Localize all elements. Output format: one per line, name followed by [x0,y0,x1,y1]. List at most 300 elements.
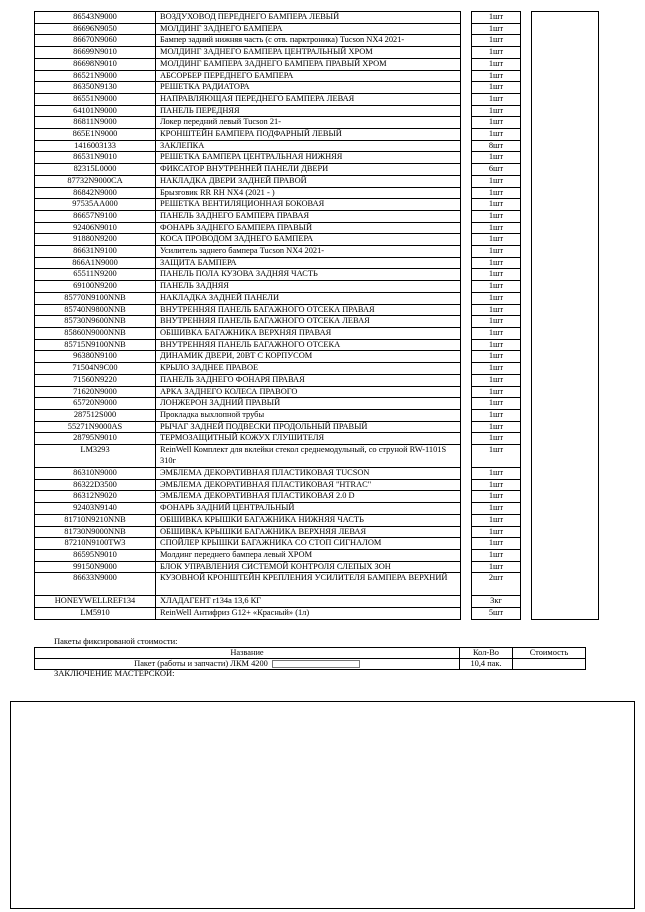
row-gap [461,409,472,421]
part-name: ОБШИВКА КРЫШКИ БАГАЖНИКА ВЕРХНЯЯ ЛЕВАЯ [156,526,461,538]
row-gap [461,292,472,304]
status-cell [532,339,599,351]
row-gap [461,304,472,316]
row-gap [521,47,532,59]
part-qty: 6шт [472,164,521,176]
row-gap [461,117,472,129]
part-row [35,573,599,596]
part-row [35,445,599,468]
part-code: 86312N9020 [35,491,156,503]
part-name: МОЛДИНГ БАМПЕРА ЗАДНЕГО БАМПЕРА ПРАВЫЙ ХРОМ [156,58,461,70]
row-gap [521,199,532,211]
part-qty: 1шт [472,503,521,515]
part-name: ФОНАРЬ ЗАДНЕГО БАМПЕРА ПРАВЫЙ [156,222,461,234]
part-qty: 1шт [472,561,521,573]
part-name: ПАНЕЛЬ ЗАДНЯЯ [156,281,461,293]
row-gap [461,514,472,526]
part-name: ДИНАМИК ДВЕРИ, 20ВТ С КОРПУСОМ [156,351,461,363]
row-gap [521,12,532,24]
part-name: ПАНЕЛЬ ЗАДНЕГО БАМПЕРА ПРАВАЯ [156,210,461,222]
part-row [35,35,599,47]
row-gap [461,421,472,433]
part-code: 99150N9000 [35,561,156,573]
row-gap [461,210,472,222]
row-gap [461,573,472,596]
status-cell [532,596,599,608]
part-code: 86310N9000 [35,468,156,480]
row-gap [461,433,472,445]
row-gap [461,246,472,258]
row-gap [461,129,472,141]
part-name: ФОНАРЬ ЗАДНИЙ ЦЕНТРАЛЬНЫЙ [156,503,461,515]
part-name: РЕШЕТКА РАДИАТОРА [156,82,461,94]
row-gap [461,70,472,82]
header-name: Название [35,648,460,659]
part-name: ВОЗДУХОВОД ПЕРЕДНЕГО БАМПЕРА ЛЕВЫЙ [156,12,461,24]
part-code: 86631N9100 [35,246,156,258]
row-gap [521,140,532,152]
row-gap [521,316,532,328]
part-row [35,117,599,129]
part-name: Локер передний левый Tucson 21- [156,117,461,129]
row-gap [521,58,532,70]
part-qty: 1шт [472,327,521,339]
part-name: КУЗОВНОЙ КРОНШТЕЙН КРЕПЛЕНИЯ УСИЛИТЕЛЯ БАМПЕРА ВЕРХНИЙ [156,573,461,596]
part-name: РЫЧАГ ЗАДНЕЙ ПОДВЕСКИ ПРОДОЛЬНЫЙ ПРАВЫЙ [156,421,461,433]
status-cell [532,363,599,375]
part-code: 69100N9200 [35,281,156,293]
part-name: БЛОК УПРАВЛЕНИЯ СИСТЕМОЙ КОНТРОЛЯ СЛЕПЫХ ЗОН [156,561,461,573]
part-row [35,281,599,293]
row-gap [461,140,472,152]
part-name: НАКЛАДКА ЗАДНЕЙ ПАНЕЛИ [156,292,461,304]
status-cell [532,222,599,234]
row-gap [521,93,532,105]
part-name: НАКЛАДКА ДВЕРИ ЗАДНЕЙ ПРАВОЙ [156,175,461,187]
row-gap [461,316,472,328]
part-row [35,363,599,375]
part-qty: 5шт [472,608,521,620]
status-cell [532,398,599,410]
part-qty: 1шт [472,374,521,386]
row-gap [461,105,472,117]
status-cell [532,549,599,561]
part-qty: 1шт [472,58,521,70]
status-cell [532,514,599,526]
row-gap [521,175,532,187]
part-qty: 1шт [472,538,521,550]
status-cell [532,140,599,152]
part-code: 55271N9000AS [35,421,156,433]
part-code: 71560N9220 [35,374,156,386]
row-gap [521,398,532,410]
row-gap [521,105,532,117]
part-row [35,351,599,363]
part-name: СПОЙЛЕР КРЫШКИ БАГАЖНИКА СО СТОП СИГНАЛОМ [156,538,461,550]
part-row [35,503,599,515]
status-cell [532,210,599,222]
status-cell [532,152,599,164]
part-code: 86670N9060 [35,35,156,47]
part-qty: 1шт [472,246,521,258]
part-qty: 1шт [472,47,521,59]
part-row [35,246,599,258]
status-cell [532,58,599,70]
part-row [35,339,599,351]
row-gap [521,445,532,468]
packages-table [34,647,586,670]
row-gap [521,573,532,596]
part-name: ВНУТРЕННЯЯ ПАНЕЛЬ БАГАЖНОГО ОТСЕКА [156,339,461,351]
status-cell [532,117,599,129]
header-qty: Кол-Во [460,648,513,659]
status-cell [532,445,599,468]
part-row [35,479,599,491]
part-code: 85770N9100NNB [35,292,156,304]
row-gap [461,561,472,573]
part-row [35,58,599,70]
part-code: 86842N9000 [35,187,156,199]
row-gap [521,23,532,35]
part-row [35,257,599,269]
row-gap [461,58,472,70]
part-code: 87732N9000CA [35,175,156,187]
part-name: ОБШИВКА БАГАЖНИКА ВЕРХНЯЯ ПРАВАЯ [156,327,461,339]
part-code: 64101N9000 [35,105,156,117]
part-code: 85860N9000NNB [35,327,156,339]
part-qty: 1шт [472,187,521,199]
packages-header-row [35,648,586,659]
status-cell [532,526,599,538]
status-cell [532,281,599,293]
row-gap [521,374,532,386]
part-qty: 1шт [472,351,521,363]
row-gap [521,479,532,491]
part-qty: 2шт [472,573,521,596]
row-gap [521,327,532,339]
part-code: 96380N9100 [35,351,156,363]
part-row [35,468,599,480]
part-code: 85715N9100NNB [35,339,156,351]
part-qty: 1шт [472,468,521,480]
part-row [35,421,599,433]
row-gap [461,175,472,187]
part-code: 86633N9000 [35,573,156,596]
part-row [35,187,599,199]
part-row [35,140,599,152]
status-cell [532,433,599,445]
part-qty: 1шт [472,152,521,164]
row-gap [521,117,532,129]
row-gap [461,327,472,339]
part-code: 865E1N9000 [35,129,156,141]
part-code: HONEYWELLREF134 [35,596,156,608]
status-cell [532,23,599,35]
row-gap [461,93,472,105]
part-row [35,374,599,386]
row-gap [521,82,532,94]
parts-table [34,11,580,620]
part-code: 86698N9010 [35,58,156,70]
part-name: КРЫЛО ЗАДНЕЕ ПРАВОЕ [156,363,461,375]
part-qty: 1шт [472,386,521,398]
part-name: КРОНШТЕЙН БАМПЕРА ПОДФАРНЫЙ ЛЕВЫЙ [156,129,461,141]
part-name: ЛОНЖЕРОН ЗАДНИЙ ПРАВЫЙ [156,398,461,410]
part-name: РЕШЕТКА ВЕНТИЛЯЦИОННАЯ БОКОВАЯ [156,199,461,211]
row-gap [521,292,532,304]
status-cell [532,304,599,316]
part-code: 866A1N9000 [35,257,156,269]
part-row [35,433,599,445]
part-row [35,526,599,538]
part-qty: 3кг [472,596,521,608]
part-qty: 1шт [472,491,521,503]
status-cell [532,327,599,339]
row-gap [461,491,472,503]
part-code: 71620N9000 [35,386,156,398]
part-name: Молдинг переднего бампера левый ХРОМ [156,549,461,561]
row-gap [461,538,472,550]
part-qty: 1шт [472,23,521,35]
row-gap [461,363,472,375]
status-cell [532,47,599,59]
part-qty: 1шт [472,526,521,538]
row-gap [521,503,532,515]
status-cell [532,35,599,47]
part-row [35,549,599,561]
part-code: 85730N9600NNB [35,316,156,328]
part-name: МОЛДИНГ ЗАДНЕГО БАМПЕРА [156,23,461,35]
part-name: МОЛДИНГ ЗАДНЕГО БАМПЕРА ЦЕНТРАЛЬНЫЙ ХРОМ [156,47,461,59]
part-code: 86595N9010 [35,549,156,561]
status-cell [532,561,599,573]
part-qty: 1шт [472,445,521,468]
parts-table-body [35,12,599,620]
row-gap [461,608,472,620]
status-cell [532,82,599,94]
part-qty: 1шт [472,421,521,433]
part-name: Прокладка выхлопной трубы [156,409,461,421]
part-code: 287512S000 [35,409,156,421]
part-name: ЗАЩИТА БАМПЕРА [156,257,461,269]
part-name: ЭМБЛЕМА ДЕКОРАТИВНАЯ ПЛАСТИКОВАЯ TUCSON [156,468,461,480]
part-code: 85740N9800NNB [35,304,156,316]
part-qty: 1шт [472,199,521,211]
row-gap [461,234,472,246]
part-row [35,222,599,234]
row-gap [461,386,472,398]
redacted-field [272,660,360,668]
row-gap [521,526,532,538]
row-gap [521,304,532,316]
part-name: ЭМБЛЕМА ДЕКОРАТИВНАЯ ПЛАСТИКОВАЯ "HTRAC" [156,479,461,491]
part-row [35,386,599,398]
part-code: 92403N9140 [35,503,156,515]
part-row [35,93,599,105]
packages-title: Пакеты фиксированой стоимости: [54,636,178,646]
part-name: ВНУТРЕННЯЯ ПАНЕЛЬ БАГАЖНОГО ОТСЕКА ПРАВАЯ [156,304,461,316]
part-qty: 1шт [472,234,521,246]
row-gap [461,351,472,363]
part-row [35,491,599,503]
part-qty: 1шт [472,281,521,293]
row-gap [521,234,532,246]
row-gap [461,47,472,59]
row-gap [521,514,532,526]
part-code: 86543N9000 [35,12,156,24]
status-cell [532,105,599,117]
part-row [35,152,599,164]
row-gap [521,187,532,199]
part-name: ТЕРМОЗАЩИТНЫЙ КОЖУХ ГЛУШИТЕЛЯ [156,433,461,445]
part-qty: 1шт [472,257,521,269]
row-gap [521,596,532,608]
status-cell [532,468,599,480]
row-gap [521,210,532,222]
status-cell [532,269,599,281]
part-code: 65511N9200 [35,269,156,281]
part-name: АРКА ЗАДНЕГО КОЛЕСА ПРАВОГО [156,386,461,398]
row-gap [521,421,532,433]
part-code: 71504N9C00 [35,363,156,375]
status-cell [532,409,599,421]
row-gap [521,129,532,141]
part-row [35,47,599,59]
part-code: 86699N9010 [35,47,156,59]
row-gap [521,386,532,398]
part-row [35,269,599,281]
row-gap [461,479,472,491]
part-qty: 1шт [472,549,521,561]
status-cell [532,234,599,246]
row-gap [521,152,532,164]
row-gap [461,269,472,281]
row-gap [461,596,472,608]
conclusion-box [10,701,635,909]
status-cell [532,374,599,386]
part-name: НАПРАВЛЯЮЩАЯ ПЕРЕДНЕГО БАМПЕРА ЛЕВАЯ [156,93,461,105]
part-row [35,234,599,246]
row-gap [521,538,532,550]
status-cell [532,351,599,363]
row-gap [521,164,532,176]
part-row [35,129,599,141]
part-code: 91880N9200 [35,234,156,246]
part-row [35,164,599,176]
part-code: 81710N9210NNB [35,514,156,526]
row-gap [521,351,532,363]
row-gap [461,503,472,515]
part-row [35,561,599,573]
part-row [35,292,599,304]
part-name: ФИКСАТОР ВНУТРЕННЕЙ ПАНЕЛИ ДВЕРИ [156,164,461,176]
part-name: КОСА ПРОВОДОМ ЗАДНЕГО БАМПЕРА [156,234,461,246]
status-cell [532,316,599,328]
part-name: ПАНЕЛЬ ПОЛА КУЗОВА ЗАДНЯЯ ЧАСТЬ [156,269,461,281]
part-qty: 1шт [472,117,521,129]
part-name: ОБШИВКА КРЫШКИ БАГАЖНИКА НИЖНЯЯ ЧАСТЬ [156,514,461,526]
part-qty: 1шт [472,409,521,421]
row-gap [461,526,472,538]
row-gap [461,12,472,24]
row-gap [461,23,472,35]
part-code: 28795N9010 [35,433,156,445]
row-gap [461,82,472,94]
status-cell [532,199,599,211]
conclusion-title: ЗАКЛЮЧЕНИЕ МАСТЕРСКОЙ: [54,668,175,678]
part-code: 1416003133 [35,140,156,152]
part-row [35,12,599,24]
package-name-text: Пакет (работы и запчасти) ЛКМ 4200 [134,659,268,668]
row-gap [521,281,532,293]
row-gap [521,433,532,445]
part-qty: 1шт [472,269,521,281]
row-gap [521,561,532,573]
part-row [35,82,599,94]
row-gap [461,374,472,386]
part-qty: 1шт [472,105,521,117]
part-row [35,199,599,211]
status-cell [532,129,599,141]
row-gap [461,549,472,561]
part-qty: 1шт [472,210,521,222]
row-gap [461,257,472,269]
row-gap [461,152,472,164]
row-gap [521,491,532,503]
part-qty: 1шт [472,363,521,375]
package-qty: 10,4 пак. [460,659,513,670]
header-cost: Стоимость [513,648,586,659]
row-gap [521,35,532,47]
part-code: 81730N9000NNB [35,526,156,538]
status-cell [532,175,599,187]
row-gap [461,35,472,47]
part-name: РЕШЕТКА БАМПЕРА ЦЕНТРАЛЬНАЯ НИЖНЯЯ [156,152,461,164]
part-name: ReinWell Комплект для вклейки стекол среднемодульный, со струной RW-1101S 310г [156,445,461,468]
part-row [35,105,599,117]
row-gap [521,257,532,269]
part-qty: 1шт [472,479,521,491]
row-gap [461,398,472,410]
part-code: 86531N9010 [35,152,156,164]
row-gap [521,409,532,421]
part-row [35,210,599,222]
part-qty: 1шт [472,82,521,94]
row-gap [521,246,532,258]
status-cell [532,421,599,433]
part-qty: 1шт [472,304,521,316]
part-qty: 1шт [472,175,521,187]
part-qty: 1шт [472,316,521,328]
status-cell [532,573,599,596]
part-row [35,514,599,526]
part-name: ВНУТРЕННЯЯ ПАНЕЛЬ БАГАЖНОГО ОТСЕКА ЛЕВАЯ [156,316,461,328]
part-code: 65720N9000 [35,398,156,410]
part-row [35,327,599,339]
status-cell [532,70,599,82]
status-cell [532,246,599,258]
row-gap [521,70,532,82]
part-name: ПАНЕЛЬ ЗАДНЕГО ФОНАРЯ ПРАВАЯ [156,374,461,386]
row-gap [461,199,472,211]
part-name: Усилитель заднего бампера Tucson NX4 2021- [156,246,461,258]
part-row [35,538,599,550]
row-gap [521,363,532,375]
part-qty: 1шт [472,129,521,141]
part-qty: 1шт [472,70,521,82]
part-name: ReinWell Антифриз G12+ «Красный» (1л) [156,608,461,620]
status-cell [532,257,599,269]
